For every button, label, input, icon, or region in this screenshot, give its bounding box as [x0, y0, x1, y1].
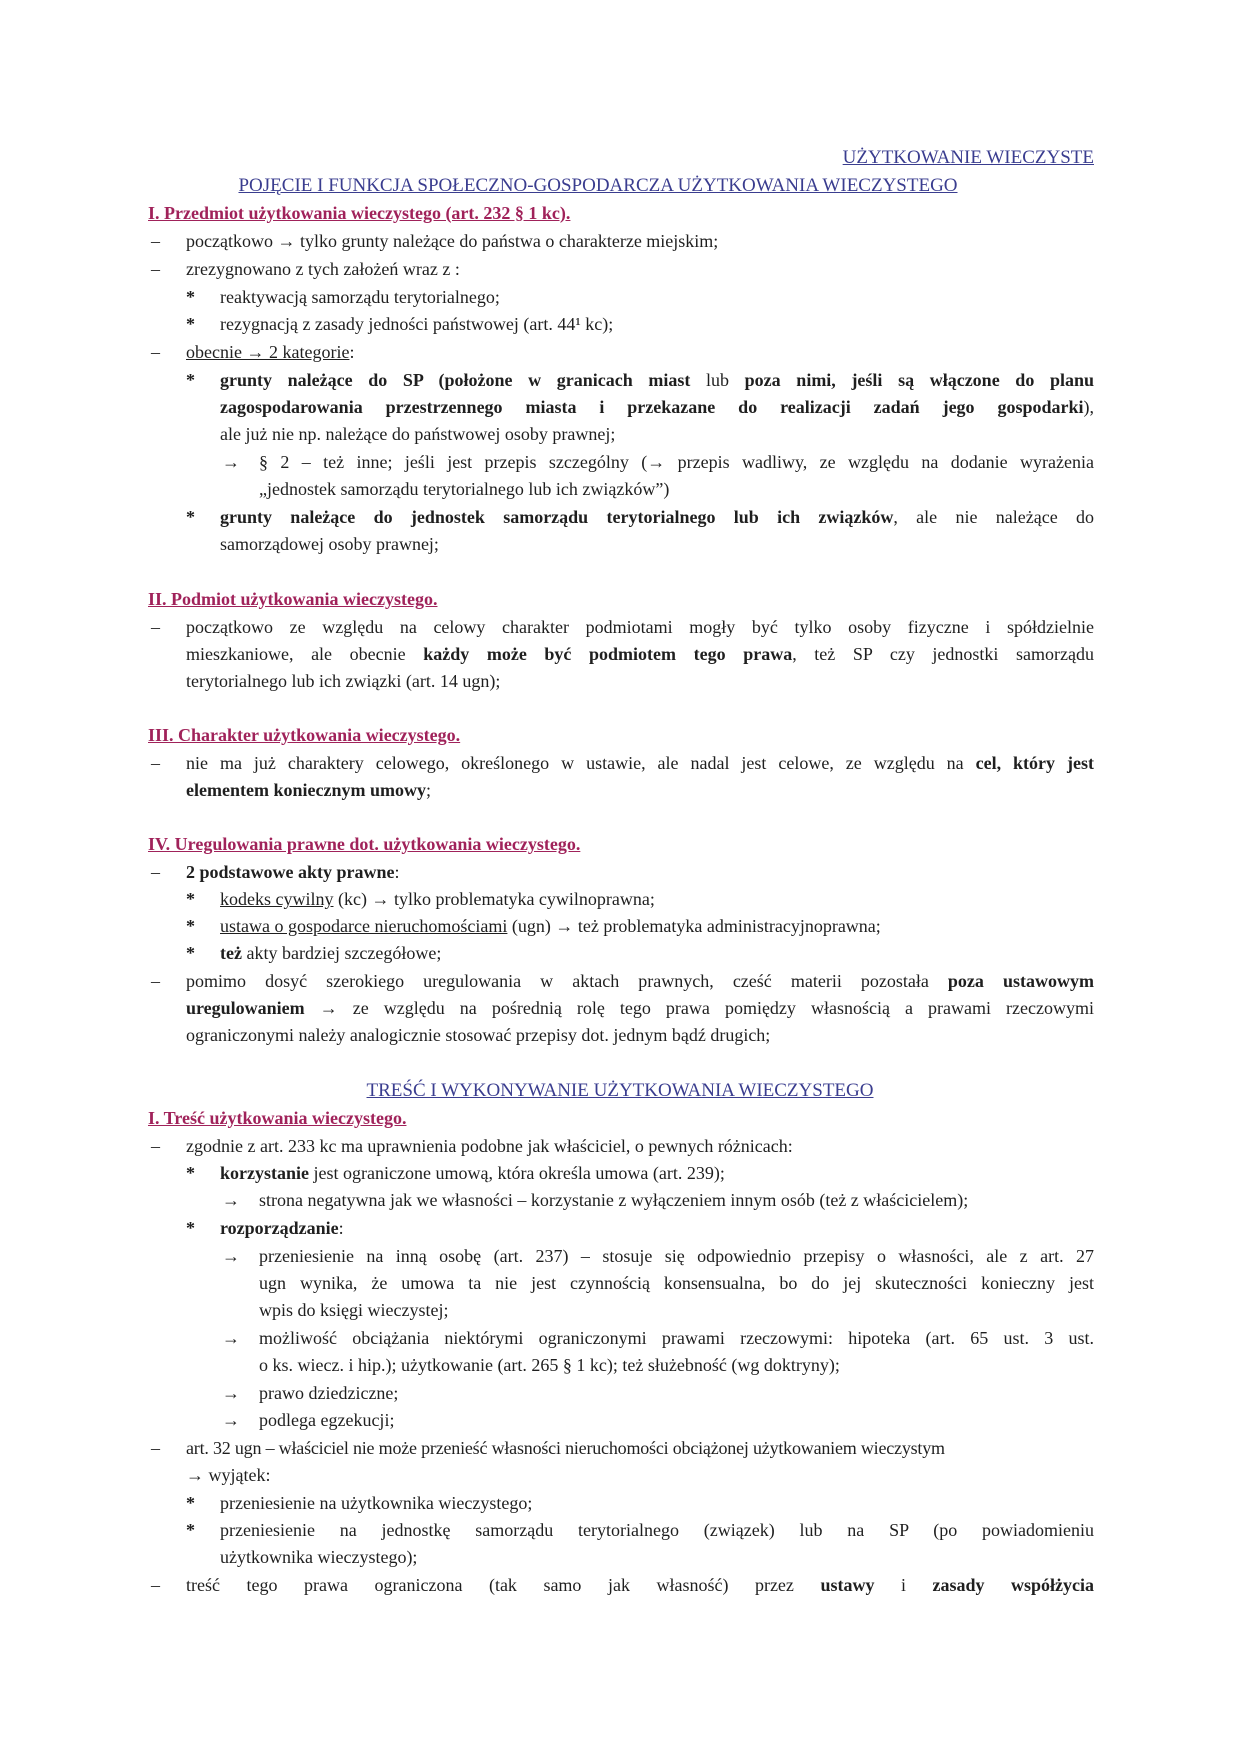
sub-item-line: ugn wynika, że umowa ta nie jest czynnością konsensualna, bo do jej skuteczności konieczny jest: [259, 1273, 1094, 1293]
text-run: :: [394, 862, 400, 882]
arrow-bullet: →: [222, 1410, 240, 1430]
list-item-line: [220, 394, 1094, 421]
dash-bullet: –: [151, 1438, 160, 1458]
sub-item: podlega egzekucji;: [259, 1410, 395, 1430]
list-item: [220, 886, 1094, 913]
heading: I. Treść użytkowania wieczystego.: [148, 1108, 407, 1128]
section-title: TREŚĆ I WYKONYWANIE UŻYTKOWANIA WIECZYSTEGO: [366, 1080, 874, 1101]
text-run: mieszkaniowe, ale obecnie: [186, 644, 424, 664]
list-item: [220, 504, 1094, 531]
bold-text: ustawy: [820, 1575, 875, 1595]
heading: I. Przedmiot użytkowania wieczystego (art. 232 § 1 kc).: [148, 203, 571, 223]
dash-bullet: –: [151, 1136, 160, 1156]
sub-item-line: wpis do księgi wieczystej;: [259, 1300, 449, 1320]
text-run: ;: [425, 780, 431, 800]
arrow-bullet: →: [222, 1328, 240, 1348]
underlined-text: kodeks cywilny: [220, 889, 334, 909]
list-item-line: samorządowej osoby prawnej;: [220, 534, 439, 554]
text-run: , ale nie należące do: [893, 507, 1094, 527]
sub-item: § 2 – też inne; jeśli jest przepis szczególny (→ przepis wadliwy, ze względu na dodanie wyrażenia: [259, 452, 1094, 472]
arrow-bullet: →: [222, 1383, 240, 1403]
arrow-bullet: →: [222, 1190, 240, 1210]
star-bullet: *: [186, 287, 195, 307]
underlined-text: ustawa o gospodarce nieruchomościami: [220, 916, 508, 936]
sub-item: prawo dziedziczne;: [259, 1383, 399, 1403]
paragraph-line: ograniczonymi należy analogicznie stosować przepisy dot. jednym bądź drugich;: [186, 1025, 771, 1045]
star-bullet: *: [186, 1520, 195, 1540]
text-run: :: [338, 1218, 344, 1238]
dash-bullet: –: [151, 259, 160, 279]
paragraph-line: art. 32 ugn – właściciel nie może przenieść własności nieruchomości obciążonej użytkowaniem wieczystym: [186, 1438, 945, 1458]
text-run: (ugn) → też problematyka administracyjnoprawna;: [507, 916, 881, 936]
heading: II. Podmiot użytkowania wieczystego.: [148, 589, 438, 609]
arrow-bullet: →: [222, 452, 240, 472]
star-bullet: *: [186, 889, 195, 909]
dash-bullet: –: [151, 1575, 160, 1595]
bold-text: też: [220, 943, 242, 963]
list-item: [220, 1215, 1094, 1242]
sub-item: możliwość obciążania niektórymi ograniczonymi prawami rzeczowymi: hipoteka (art. 65 ust. 3 ust.: [259, 1328, 1094, 1348]
underlined-text: obecnie → 2 kategorie: [186, 342, 350, 362]
bold-text: każdy może być podmiotem tego prawa: [423, 644, 793, 664]
bold-text: zagospodarowania przestrzennego miasta i przekazane do realizacji zadań jego gospodarki: [220, 397, 1084, 417]
paragraph-line: [186, 1572, 1094, 1599]
text-run: akty bardziej szczegółowe;: [241, 943, 442, 963]
star-bullet: *: [186, 507, 195, 527]
section-title: POJĘCIE I FUNKCJA SPOŁECZNO-GOSPODARCZA UŻYTKOWANIA WIECZYSTEGO: [238, 175, 958, 196]
star-bullet: *: [186, 1218, 195, 1238]
list-item: [220, 913, 1094, 940]
paragraph-line: [186, 859, 1094, 886]
bold-text: korzystanie: [220, 1163, 309, 1183]
bold-text: poza nimi, jeśli są włączone do planu: [744, 370, 1094, 390]
sub-item-line: o ks. wiecz. i hip.); użytkowanie (art. 265 § 1 kc); też służebność (wg doktryny);: [259, 1355, 840, 1375]
star-bullet: *: [186, 1493, 195, 1513]
list-item: reaktywacją samorządu terytorialnego;: [220, 287, 500, 307]
text-run: :: [349, 342, 355, 362]
list-item: [220, 940, 1094, 967]
bold-text: rozporządzanie: [220, 1218, 339, 1238]
list-item: przeniesienie na jednostkę samorządu terytorialnego (związek) lub na SP (po powiadomieniu: [220, 1520, 1094, 1540]
document-title: UŻYTKOWANIE WIECZYSTE: [842, 147, 1094, 168]
paragraph-line: [186, 339, 1094, 366]
heading: IV. Uregulowania prawne dot. użytkowania wieczystego.: [148, 834, 581, 854]
paragraph-line: [186, 968, 1094, 995]
arrow-bullet: →: [222, 1246, 240, 1266]
paragraph-line: [186, 750, 1094, 777]
dash-bullet: –: [151, 753, 160, 773]
list-item: rezygnacją z zasady jedności państwowej (art. 44¹ kc);: [220, 314, 614, 334]
bold-text: uregulowaniem: [186, 998, 305, 1018]
list-item: [220, 367, 1094, 394]
paragraph-line: terytorialnego lub ich związki (art. 14 ugn);: [186, 671, 501, 691]
sub-item: przeniesienie na inną osobę (art. 237) – stosuje się odpowiednio przepisy o własności, ale z art. 27: [259, 1246, 1094, 1266]
list-item: [220, 1160, 1094, 1187]
bold-text: 2 podstawowe akty prawne: [186, 862, 395, 882]
dash-bullet: –: [151, 862, 160, 882]
text-run: ),: [1083, 397, 1094, 417]
star-bullet: *: [186, 1163, 195, 1183]
star-bullet: *: [186, 370, 195, 390]
paragraph-line: zrezygnowano z tych założeń wraz z :: [186, 259, 460, 279]
bold-text: grunty należące do jednostek samorządu terytorialnego lub ich związków: [220, 507, 894, 527]
heading: III. Charakter użytkowania wieczystego.: [148, 725, 461, 745]
paragraph-line: początkowo ze względu na celowy charakter podmiotami mogły być tylko osoby fizyczne i spółdzielnie: [186, 617, 1094, 637]
list-item-line: ale już nie np. należące do państwowej osoby prawnej;: [220, 424, 616, 444]
bold-text: cel, który jest: [975, 753, 1094, 773]
dash-bullet: –: [151, 971, 160, 991]
text-run: i: [874, 1575, 933, 1595]
sub-item: strona negatywna jak we własności – korzystanie z wyłączeniem innym osób (też z właścicielem);: [259, 1190, 969, 1210]
text-run: pomimo dosyć szerokiego uregulowania w aktach prawnych, cześć materii pozostała: [186, 971, 948, 991]
bold-text: grunty należące do SP (położone w granicach miast: [220, 370, 691, 390]
text-run: → ze względu na pośrednią rolę tego prawa pomiędzy własnością a prawami rzeczowymi: [304, 998, 1094, 1018]
paragraph-line: początkowo → tylko grunty należące do państwa o charakterze miejskim;: [186, 231, 719, 251]
text-run: nie ma już charaktery celowego, określonego w ustawie, ale nadal jest celowe, ze względu na: [186, 753, 976, 773]
paragraph-line: [186, 995, 1094, 1022]
bold-text: zasady współżycia: [932, 1575, 1094, 1595]
text-run: jest ograniczone umową, która określa umowa (art. 239);: [309, 1163, 725, 1183]
bold-text: poza ustawowym: [947, 971, 1094, 991]
paragraph-line: zgodnie z art. 233 kc ma uprawnienia podobne jak właściciel, o pewnych różnicach:: [186, 1136, 793, 1156]
list-item: przeniesienie na użytkownika wieczystego;: [220, 1493, 533, 1513]
paragraph-line: → wyjątek:: [186, 1465, 271, 1485]
text-run: lub: [690, 370, 745, 390]
paragraph-line: [186, 777, 1094, 804]
bold-text: elementem koniecznym umowy: [186, 780, 426, 800]
text-run: treść tego prawa ograniczona (tak samo jak własność) przez: [186, 1575, 821, 1595]
dash-bullet: –: [151, 342, 160, 362]
sub-item-line: „jednostek samorządu terytorialnego lub ich związków”): [259, 479, 670, 499]
text-run: (kc) → tylko problematyka cywilnoprawna;: [333, 889, 655, 909]
star-bullet: *: [186, 314, 195, 334]
star-bullet: *: [186, 943, 195, 963]
paragraph-line: [186, 641, 1094, 668]
dash-bullet: –: [151, 231, 160, 251]
list-item-line: użytkownika wieczystego);: [220, 1547, 418, 1567]
dash-bullet: –: [151, 617, 160, 637]
star-bullet: *: [186, 916, 195, 936]
text-run: , też SP czy jednostki samorządu: [792, 644, 1094, 664]
